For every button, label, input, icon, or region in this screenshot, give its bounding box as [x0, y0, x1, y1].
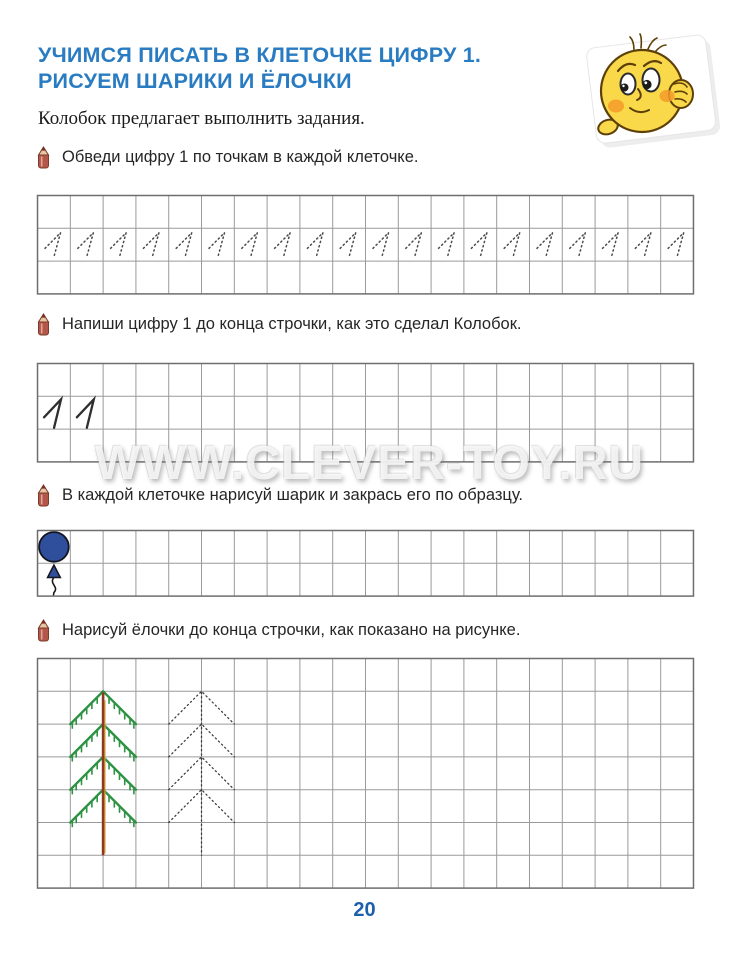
pencil-icon	[36, 484, 51, 507]
grid-balloon	[36, 529, 695, 603]
task-3-label: В каждой клеточке нарисуй шарик и закрась его по образцу.	[62, 486, 524, 504]
grid-trees	[36, 657, 695, 895]
grid-trace-ones	[36, 194, 695, 300]
pencil-icon	[36, 619, 51, 642]
task-2	[36, 313, 522, 336]
task-4	[36, 619, 520, 642]
page-title	[38, 42, 481, 94]
kolobok-character-illustration	[578, 26, 726, 150]
grid-write-ones	[36, 362, 695, 468]
task-2-label: Напиши цифру 1 до конца строчки, как это сделал Колобок.	[62, 315, 522, 333]
pencil-icon	[36, 146, 51, 169]
task-3	[36, 484, 523, 507]
title-line-1: УЧИМСЯ ПИСАТЬ В КЛЕТОЧКЕ ЦИФРУ 1.	[38, 43, 482, 67]
task-1-label: Обведи цифру 1 по точкам в каждой клеточке.	[62, 148, 419, 166]
task-4-label: Нарисуй ёлочки до конца строчки, как показано на рисунке.	[62, 621, 521, 639]
intro-text: Колобок предлагает выполнить задания.	[38, 108, 365, 129]
title-line-2: РИСУЕМ ШАРИКИ И ЁЛОЧКИ	[38, 69, 352, 93]
kolobok-sticker	[578, 26, 726, 150]
watermark: WWW.CLEVER-TOY.RU	[94, 437, 645, 490]
pencil-icon	[36, 313, 51, 336]
page-number: 20	[353, 899, 376, 921]
task-1	[36, 146, 418, 169]
